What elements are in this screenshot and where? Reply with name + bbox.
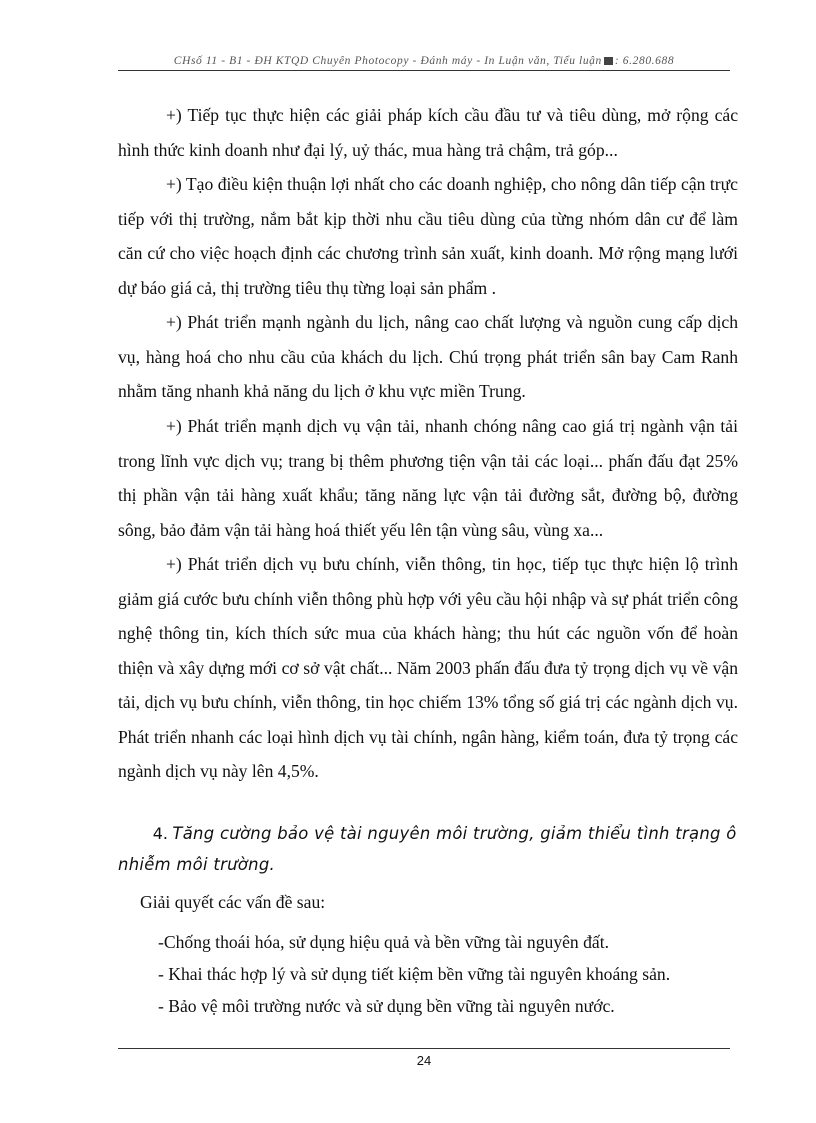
section-number: 4. xyxy=(152,824,168,843)
paragraph-investment xyxy=(118,98,738,167)
page-number: 24 xyxy=(416,1053,432,1068)
paragraph-transport xyxy=(118,409,738,547)
list-item: - Khai thác hợp lý và sử dụng tiết kiệm bền vững tài nguyên khoáng sản. xyxy=(158,964,671,984)
paragraph-text: +) Tạo điều kiện thuận lợi nhất cho các doanh nghiệp, cho nông dân tiếp cận trực tiếp với thị trường, nắm bắt kịp thời nhu cầu tiêu dùng của từng nhóm dân cư để làm căn cứ cho việc hoạch định các chương trình sản xuất, kinh doanh. Mở rộng mạng lưới dự báo giá cả, thị trường tiêu thụ từng loại sản phẩm . xyxy=(118,174,738,298)
footer-divider xyxy=(118,1048,730,1049)
header-text: CHsố 11 - B1 - ĐH KTQD Chuyên Photocopy - Đánh máy - In Luận văn, Tiểu luận xyxy=(173,55,602,67)
paragraph-telecom xyxy=(118,547,738,789)
section-title: Tăng cường bảo vệ tài nguyên môi trường, giảm thiểu tình trạng ô nhiễm môi trường. xyxy=(118,824,737,874)
paragraph-text: +) Phát triển mạnh ngành du lịch, nâng cao chất lượng và nguồn cung cấp dịch vụ, hàng hoá cho nhu cầu của khách du lịch. Chú trọng phát triển sân bay Cam Ranh nhằm tăng nhanh khả năng du lịch ở khu vực miền Trung. xyxy=(118,312,738,401)
paragraph-text: +) Phát triển dịch vụ bưu chính, viễn thông, tin học, tiếp tục thực hiện lộ trình giảm giá cước bưu chính viễn thông phù hợp với yêu cầu hội nhập và sự phát triển công nghệ thông tin, kích thích sức mua của khách hàng; thu hút các nguồn vốn để hoàn thiện và xây dựng mới cơ sở vật chất... Năm 2003 phấn đấu đưa tỷ trọng dịch vụ về vận tải, dịch vụ bưu chính, viễn thông, tin học chiếm 13% tổng số giá trị các ngành dịch vụ. Phát triển nhanh các loại hình dịch vụ tài chính, ngân hàng, kiểm toán, đưa tỷ trọng các ngành dịch vụ này lên 4,5%. xyxy=(118,554,738,781)
page-header xyxy=(118,55,730,67)
header-divider xyxy=(118,70,730,71)
list-item: -Chống thoái hóa, sử dụng hiệu quả và bền vững tài nguyên đất. xyxy=(158,932,610,952)
paragraph-text: +) Tiếp tục thực hiện các giải pháp kích cầu đầu tư và tiêu dùng, mở rộng các hình thức kinh doanh như đại lý, uỷ thác, mua hàng trả chậm, trả góp... xyxy=(118,105,738,160)
paragraph-market-access xyxy=(118,167,738,305)
list-item: - Bảo vệ môi trường nước và sử dụng bền vững tài nguyên nước. xyxy=(158,996,615,1016)
section-heading xyxy=(118,818,748,880)
telephone-icon xyxy=(604,57,613,65)
paragraph-text: +) Phát triển mạnh dịch vụ vận tải, nhanh chóng nâng cao giá trị ngành vận tải trong lĩnh vực dịch vụ; trang bị thêm phương tiện vận tải các loại... phấn đấu đạt 25% thị phần vận tải hàng xuất khẩu; tăng năng lực vận tải đường sắt, đường bộ, đường sông, bảo đảm vận tải hàng hoá thiết yếu lên tận vùng sâu, vùng xa... xyxy=(118,416,738,540)
intro-line: Giải quyết các vấn đề sau: xyxy=(140,892,326,912)
header-phone: : 6.280.688 xyxy=(614,55,675,67)
paragraph-tourism xyxy=(118,305,738,409)
